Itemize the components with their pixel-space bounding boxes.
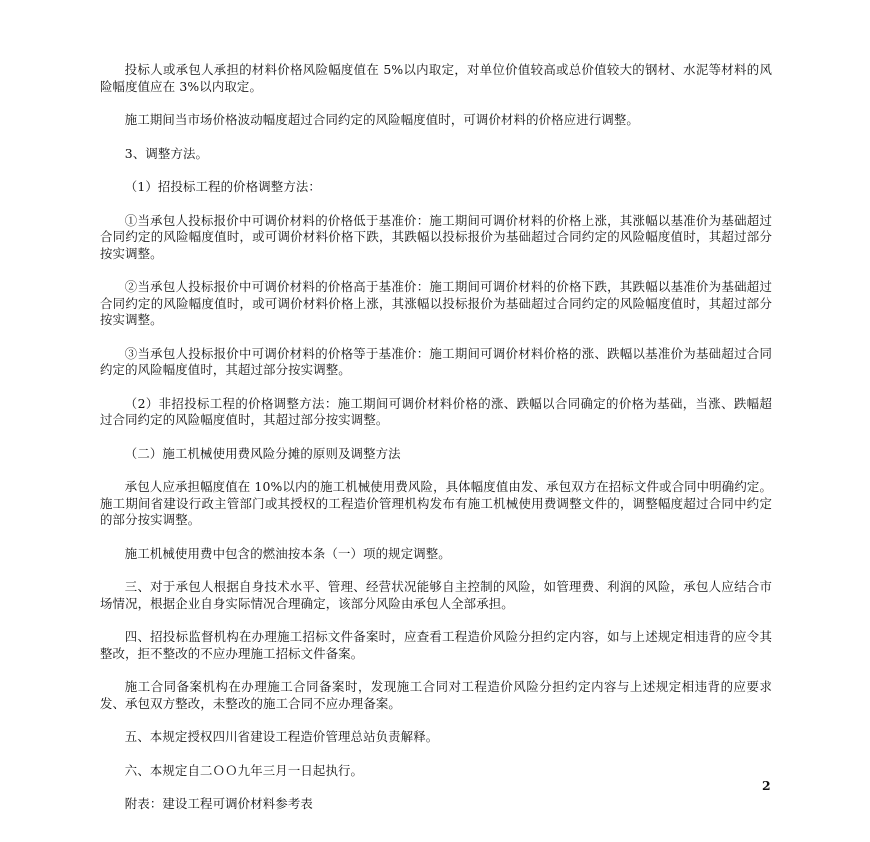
paragraph-section-three: 三、对于承包人根据自身技术水平、管理、经营状况能够自主控制的风险，如管理费、利润的风险，承包人应结合市场情况，根据企业自身实际情况合理确定，该部分风险由承包人全部承担。 (100, 579, 772, 611)
paragraph-contract-filing: 施工合同备案机构在办理施工合同备案时，发现施工合同对工程造价风险分担约定内容与上述规定相违背的应要求发、承包双方整改，未整改的施工合同不应办理备案。 (100, 679, 772, 711)
paragraph-case-higher-than-base: ②当承包人投标报价中可调价材料的价格高于基准价：施工期间可调价材料的价格下跌，其跌幅以基准价为基础超过合同约定的风险幅度值时，或可调价材料价格上涨，其涨幅以投标报价为基础超过合同约定的风险幅度值时，其超过部分按实调整。 (100, 279, 772, 327)
heading-bidding-adjustment: （1）招投标工程的价格调整方法： (124, 179, 321, 194)
paragraph-case-lower-than-base: ①当承包人投标报价中可调价材料的价格低于基准价：施工期间可调价材料的价格上涨，其涨幅以基准价为基础超过合同约定的风险幅度值时，或可调价材料价格下跌，其跌幅以投标报价为基础超过合同约定的风险幅度值时，其超过部分按实调整。 (100, 212, 772, 261)
paragraph-material-risk-range: 投标人或承包人承担的材料价格风险幅度值在 5%以内取定，对单位价值较高或总价值较大的钢材、水泥等材料的风险幅度值应在 3%以内取定。 (100, 62, 772, 94)
paragraph-case-equal-to-base: ③当承包人投标报价中可调价材料的价格等于基准价：施工期间可调价材料价格的涨、跌幅以基准价为基础超过合同约定的风险幅度值时，其超过部分按实调整。 (100, 345, 772, 377)
paragraph-section-six: 六、本规定自二ＯＯ九年三月一日起执行。 (124, 762, 364, 778)
paragraph-section-five: 五、本规定授权四川省建设工程造价管理总站负责解释。 (124, 729, 439, 744)
paragraph-section-four: 四、招投标监督机构在办理施工招标文件备案时，应查看工程造价风险分担约定内容，如与上述规定相违背的应令其整改，拒不整改的不应办理施工招标文件备案。 (100, 629, 772, 661)
paragraph-fuel-adjustment: 施工机械使用费中包含的燃油按本条（一）项的规定调整。 (124, 545, 451, 561)
page-number: 2 (762, 778, 771, 793)
paragraph-machinery-risk-range: 承包人应承担幅度值在 10%以内的施工机械使用费风险，具体幅度值由发、承包双方在招标文件或合同中明确约定。施工期间省建设行政主管部门或其授权的工程造价管理机构发布有施工机械使用费调整文件的，调整幅度超过合同中约定的部分按实调整。 (100, 479, 772, 527)
heading-machinery-risk: （二）施工机械使用费风险分摊的原则及调整方法 (124, 445, 401, 461)
paragraph-non-bidding-adjustment: （2）非招投标工程的价格调整方法：施工期间可调价材料价格的涨、跌幅以合同确定的价格为基础，当涨、跌幅超过合同约定的风险幅度值时，其超过部分按实调整。 (100, 395, 772, 427)
document-body (100, 62, 772, 830)
paragraph-price-fluctuation: 施工期间当市场价格波动幅度超过合同约定的风险幅度值时，可调价材料的价格应进行调整。 (124, 112, 639, 127)
heading-adjustment-method: 3、调整方法。 (124, 145, 209, 161)
paragraph-appendix: 附表：建设工程可调价材料参考表 (124, 796, 313, 811)
